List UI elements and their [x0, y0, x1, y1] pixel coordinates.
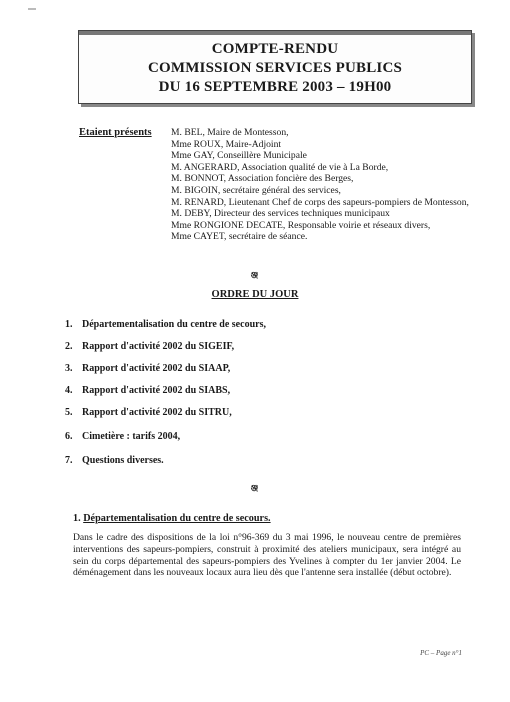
section-title: Départementalisation du centre de secours. — [83, 513, 271, 524]
agenda-item — [65, 407, 232, 418]
agenda-item-text: Cimetière : tarifs 2004, — [82, 431, 181, 442]
agenda-item-number: 2. — [65, 341, 73, 352]
attendee: M. DEBY, Directeur des services techniques municipaux — [171, 208, 390, 220]
title-line-2: COMMISSION SERVICES PUBLICS — [147, 60, 403, 76]
agenda-item-number: 7. — [65, 455, 73, 466]
agenda-item-number: 6. — [65, 431, 73, 442]
title-box — [78, 30, 472, 104]
agenda-title: ORDRE DU JOUR — [211, 289, 299, 300]
agenda-item-text: Rapport d'activité 2002 du SIGEIF, — [82, 341, 235, 352]
agenda-item-text: Départementalisation du centre de secours, — [82, 319, 266, 330]
attendee: M. RENARD, Lieutenant Chef de corps des sapeurs-pompiers de Montesson, — [171, 196, 469, 208]
attendee: Mme GAY, Conseillère Municipale — [171, 150, 307, 162]
agenda-item-text: Rapport d'activité 2002 du SITRU, — [82, 407, 232, 418]
attendee: Mme ROUX, Maire-Adjoint — [171, 138, 282, 150]
section-paragraph: Dans le cadre des dispositions de la loi n°96-369 du 3 mai 1996, le nouveau centre de premières interventions des sapeurs-pompiers, construit à proximité des ateliers municipaux, sera intégré au sein du corps départemental des sapeurs-pompiers des Yvelines à compter du 1er janvier 2004. Le déménagement dans les nouveaux locaux aura lieu dès que l'antenne sera installée (début octobre). — [73, 532, 461, 579]
agenda-item — [65, 319, 266, 330]
agenda-item — [65, 363, 230, 374]
attendee: M. ANGERARD, Association qualité de vie à La Borde, — [171, 161, 389, 173]
attendees-list — [171, 127, 501, 243]
agenda-item — [65, 385, 230, 396]
page-footer: PC – Page n°1 — [420, 649, 462, 657]
title-line-1: COMPTE-RENDU — [211, 41, 339, 57]
ornament-divider: ঞ্জ — [250, 270, 260, 280]
title-box-shading — [79, 31, 471, 35]
ornament-divider: ঞ্জ — [250, 483, 260, 493]
agenda-item — [65, 431, 180, 442]
attendee: Mme RONGIONE DECATE, Responsable voirie et réseaux divers, — [171, 219, 431, 231]
agenda-item-number: 1. — [65, 319, 73, 330]
section-heading — [73, 513, 271, 524]
attendee: M. BEL, Maire de Montesson, — [171, 127, 289, 138]
agenda-item-text: Questions diverses. — [82, 455, 164, 466]
title-line-3: DU 16 SEPTEMBRE 2003 – 19H00 — [158, 79, 392, 95]
agenda-item — [65, 341, 234, 352]
agenda-item — [65, 455, 164, 466]
agenda-item-number: 4. — [65, 385, 73, 396]
section-number: 1. — [73, 513, 81, 524]
agenda-item-number: 5. — [65, 407, 73, 418]
agenda-item-text: Rapport d'activité 2002 du SIABS, — [82, 385, 231, 396]
agenda-item-number: 3. — [65, 363, 73, 374]
agenda-item-text: Rapport d'activité 2002 du SIAAP, — [82, 363, 231, 374]
scan-speck — [28, 8, 36, 10]
attendee: M. BIGOIN, secrétaire général des services, — [171, 184, 341, 196]
attendees-label: Etaient présents — [79, 127, 152, 138]
attendee: Mme CAYET, secrétaire de séance. — [171, 231, 308, 243]
attendee: M. BONNOT, Association foncière des Berges, — [171, 173, 354, 185]
